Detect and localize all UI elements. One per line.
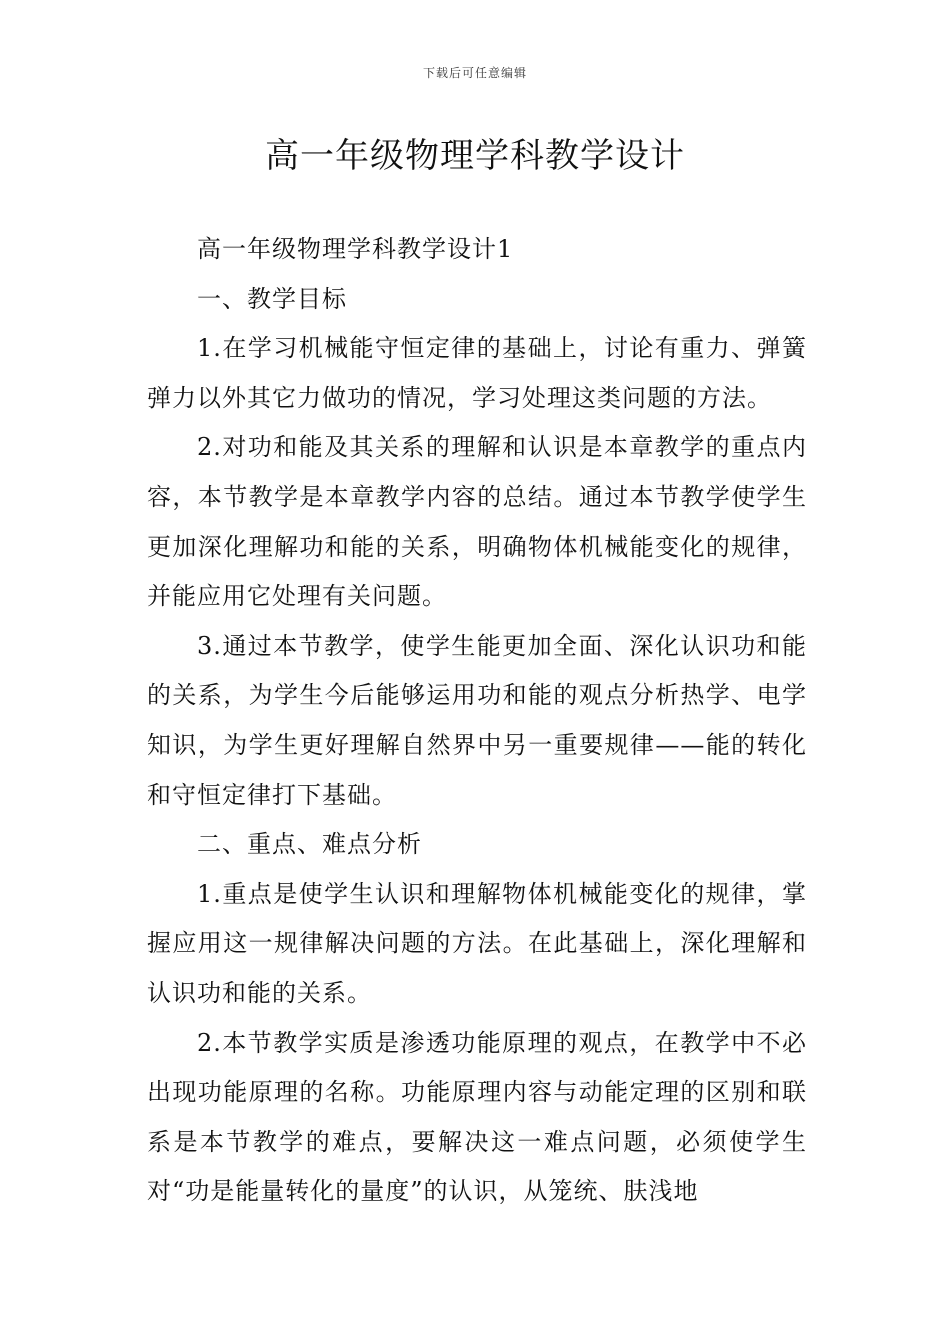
paragraph-goal-1: 1.在学习机械能守恒定律的基础上，讨论有重力、弹簧弹力以外其它力做功的情况，学习处理这类问题的方法。 bbox=[147, 334, 807, 412]
heading-key-points: 二、重点、难点分析 bbox=[197, 830, 422, 859]
paragraph-goal-3: 3.通过本节教学，使学生能更加全面、深化认识功和能的关系，为学生今后能够运用功和能的观点分析热学、电学知识，为学生更好理解自然界中另一重要规律——能的转化和守恒定律打下基础。 bbox=[147, 631, 807, 809]
paragraph-key-point-1: 1.重点是使学生认识和理解物体机械能变化的规律，掌握应用这一规律解决问题的方法。在此基础上，深化理解和认识功和能的关系。 bbox=[147, 879, 807, 1007]
heading-teaching-goals: 一、教学目标 bbox=[197, 284, 347, 313]
paragraph-goal-2: 2.对功和能及其关系的理解和认识是本章教学的重点内容，本节教学是本章教学内容的总结。通过本节教学使学生更加深化理解功和能的关系，明确物体机械能变化的规律，并能应用它处理有关问题。 bbox=[147, 433, 807, 611]
document-title: 高一年级物理学科教学设计 bbox=[265, 136, 685, 176]
paragraph-key-point-2: 2.本节教学实质是渗透功能原理的观点，在教学中不必出现功能原理的名称。功能原理内容与动能定理的区别和联系是本节教学的难点，要解决这一难点问题，必须使学生对“功是能量转化的量度”的认识，从笼统、肤浅地 bbox=[147, 1028, 807, 1206]
section-subtitle: 高一年级物理学科教学设计1 bbox=[197, 235, 514, 263]
document-body bbox=[147, 225, 807, 1217]
page-header-note: 下载后可任意编辑 bbox=[422, 66, 527, 80]
